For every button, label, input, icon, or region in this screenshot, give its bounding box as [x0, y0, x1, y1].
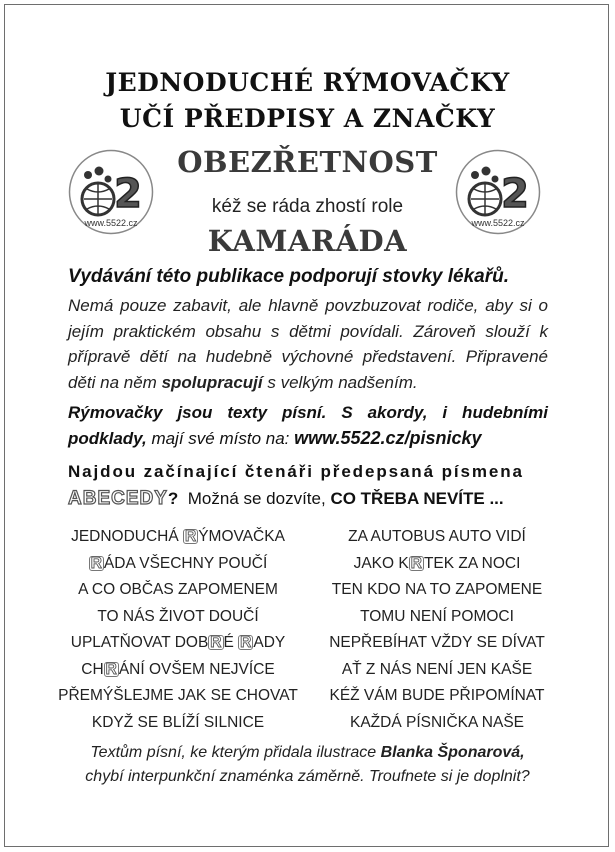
highlighted-letter: R [90, 554, 102, 572]
title-line-1: JEDNODUCHÉ RÝMOVAČKY [105, 68, 510, 97]
poem-left-line: PŘEMÝŠLEJME JAK SE CHOVAT [58, 687, 298, 704]
poem-left-line: R ÁDA VŠECHNY POUČÍ [90, 554, 268, 572]
poem-right-line: NEPŘEBÍHAT VŽDY SE DÍVAT [329, 634, 545, 651]
poem-right-line: TEN KDO NA TO ZAPOMENE [331, 581, 543, 598]
readers-line: Najdou začínající čtenáři předepsaná písmena [68, 462, 524, 481]
highlighted-letter: R [185, 528, 197, 545]
subtitle: kéž se ráda zhostí role [211, 196, 404, 217]
footer-line-2: chybí interpunkční znaménka záměrně. Troufnete si je doplnit? [85, 768, 530, 785]
logo-numeral: 2 [501, 171, 529, 217]
poem-left-line: UPLATŇOVAT DOB R É R ADY [70, 634, 286, 651]
poem-right-line: JAKO K R TEK ZA NOCI [353, 554, 521, 572]
abeceda-outline: ABECEDY [68, 488, 168, 509]
poem-right-line: ZA AUTOBUS AUTO VIDÍ [348, 528, 526, 545]
illustrator-name: Blanka Šponarová, [380, 744, 525, 761]
highlighted-letter: R [210, 634, 222, 651]
poem-left-line: TO NÁS ŽIVOT DOUČÍ [97, 607, 259, 625]
poem-right-line: KÉŽ VÁM BUDE PŘIPOMÍNAT [329, 687, 545, 704]
logo-5522-icon [68, 149, 154, 235]
footer-line-1: Textům písní, ke kterým přidala ilustrace Blanka Šponarová, [90, 744, 525, 761]
logo-caption: www.5522.cz [471, 218, 525, 228]
title-line-2: UČÍ PŘEDPISY A ZNAČKY [119, 104, 496, 133]
heading-kamarada: KAMARÁDA [207, 224, 408, 258]
heading-obezretnost: OBEZŘETNOST [177, 145, 438, 179]
abeceda-line: ABECEDY? Možná se dozvíte, CO TŘEBA NEVÍTE ... [68, 488, 504, 509]
highlighted-letter: R [105, 660, 117, 678]
songs-paragraph: Rýmovačky jsou texty písní. S akordy, i hudebními podklady, mají své místo na: www.5522.cz/pisnicky [68, 403, 548, 448]
songs-link[interactable]: www.5522.cz/pisnicky [294, 427, 482, 448]
logo-numeral: 2 [114, 171, 142, 217]
poem-left-line: CH R ÁNÍ OVŠEM NEJVÍCE [81, 660, 275, 678]
poem-left-line: KDYŽ SE BLÍŽÍ SILNICE [91, 713, 265, 731]
highlighted-letter: R [240, 634, 252, 651]
poem-left-line: A CO OBČAS ZAPOMENEM [78, 581, 278, 598]
poem-right-line: AŤ Z NÁS NENÍ JEN KAŠE [341, 660, 533, 678]
poem-right-column [312, 524, 562, 736]
lead-text: Vydávání této publikace podporují stovky lékařů. [68, 266, 509, 287]
logo-5522-icon [455, 149, 541, 235]
poem-right-line: KAŽDÁ PÍSNIČKA NAŠE [350, 713, 524, 731]
intro-bold: spolupracují [161, 372, 263, 392]
logo-caption: www.5522.cz [84, 218, 138, 228]
poem-left-column [53, 524, 303, 736]
poem-left-line: JEDNODUCHÁ R ÝMOVAČKA [71, 528, 285, 545]
intro-paragraph: Nemá pouze zabavit, ale hlavně povzbuzovat rodiče, aby si o jejím praktickém obsahu s dětmi povídali. Zároveň slouží k přípravě dětí na hudebně výchovné představení. Připravené děti na něm spolupracují s velkým nadšením. [68, 296, 548, 392]
highlighted-letter: R [410, 554, 422, 572]
poem-right-line: TOMU NENÍ POMOCI [360, 607, 514, 625]
